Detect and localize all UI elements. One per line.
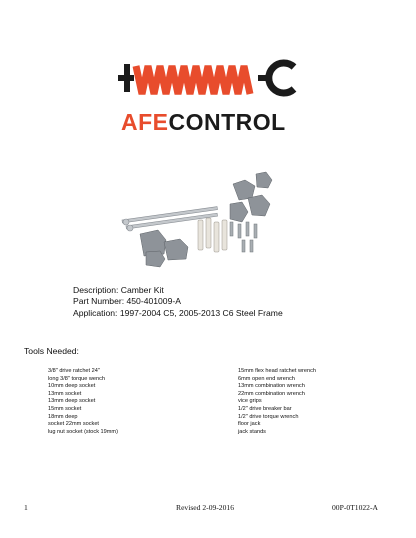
application-line: Application: 1997-2004 C5, 2005-2013 C6 Steel Frame xyxy=(73,307,283,318)
tool-item: 1/2" drive torque wrench xyxy=(238,413,299,420)
tool-item: 1/2" drive breaker bar xyxy=(238,405,292,412)
tool-item: long 3/8" torque wench xyxy=(48,375,106,382)
afe-control-logo xyxy=(118,58,298,140)
page-number: 1 xyxy=(24,503,28,512)
tool-item: 13mm combination wrench xyxy=(238,383,305,390)
tool-item: 13mm deep socket xyxy=(48,398,96,405)
document-number: 00P-0T1022-A xyxy=(332,503,378,512)
brand-afe: AFE xyxy=(121,109,169,135)
brand-name xyxy=(121,111,286,134)
tool-item: 10mm deep socket xyxy=(48,383,96,390)
camber-kit-parts-photo xyxy=(118,170,278,270)
brand-control: CONTROL xyxy=(168,109,286,135)
revision-date: Revised 2-09-2016 xyxy=(176,503,234,512)
description-block xyxy=(73,285,283,319)
tool-item: socket 22mm socket xyxy=(48,421,99,428)
tool-item: 6mm open end wrench xyxy=(238,375,295,382)
tool-item: 13mm socket xyxy=(48,390,82,397)
tool-item: floor jack xyxy=(238,421,261,428)
tool-item: jack stands xyxy=(238,428,266,435)
shock-absorber-logo-icon xyxy=(118,58,298,108)
tool-item: 22mm combination wrench xyxy=(238,390,305,397)
tool-item: vice grips xyxy=(238,398,262,405)
tools-heading: Tools Needed: xyxy=(24,346,79,356)
part-number-line: Part Number: 450-401009-A xyxy=(73,296,181,307)
tool-item: 15mm socket xyxy=(48,405,82,412)
tool-item: 15mm flex head ratchet wrench xyxy=(238,368,317,374)
description-line: Description: Camber Kit xyxy=(73,285,164,295)
tool-item: lug nut socket (stock 19mm) xyxy=(48,428,118,435)
tool-item: 18mm deep xyxy=(48,413,78,420)
tools-list-left xyxy=(48,368,118,436)
tools-list-right xyxy=(238,368,316,436)
tool-item: 3/8" drive ratchet 24" xyxy=(48,368,100,374)
